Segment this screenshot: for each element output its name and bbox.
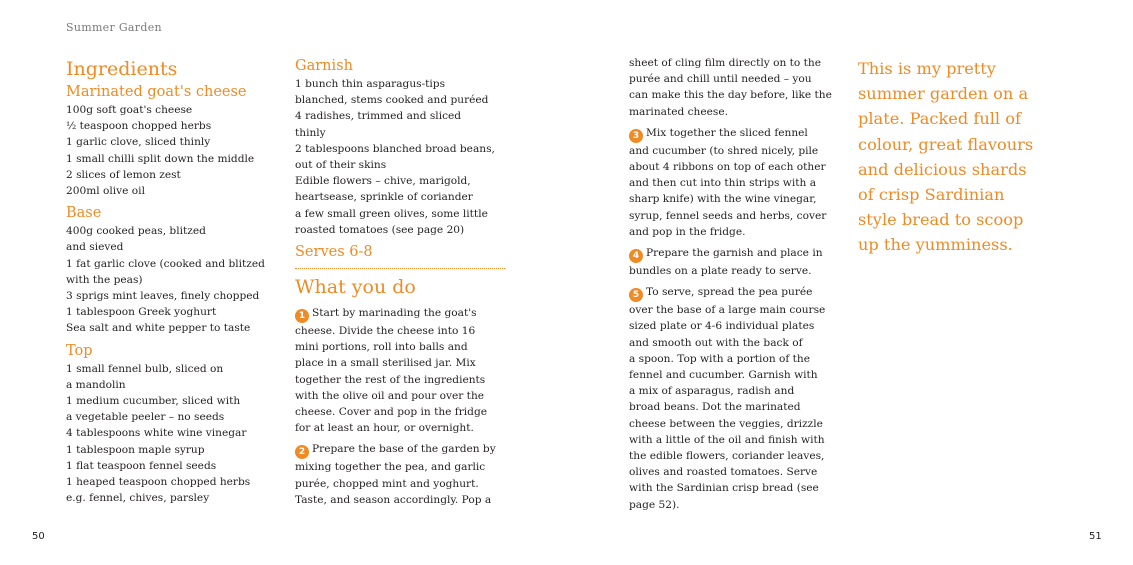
- step-text: broad beans. Dot the marinated: [629, 401, 801, 414]
- text-line: thinly: [295, 126, 326, 139]
- step-text: Prepare the base of the garden by: [312, 443, 496, 456]
- text-line: [629, 191, 841, 207]
- text-line: [629, 284, 841, 302]
- text-line: [629, 143, 841, 159]
- text-line: 4 tablespoons white wine vinegar: [66, 427, 247, 440]
- step-text: syrup, fennel seeds and herbs, cover: [629, 209, 827, 222]
- text-line: heartsease, sprinkle of coriander: [295, 191, 473, 204]
- step-number-badge: 4: [629, 249, 643, 263]
- text-line: with the peas): [66, 273, 143, 286]
- text-line: 400g cooked peas, blitzed: [66, 225, 206, 238]
- text-line: roasted tomatoes (see page 20): [295, 223, 465, 236]
- text-line: [629, 302, 841, 318]
- ingredient-list-marinated: [66, 102, 286, 199]
- section-heading-base: Base: [66, 205, 102, 222]
- step-text: and cucumber (to shred nicely, pile: [629, 144, 819, 157]
- method-step-5: [629, 284, 841, 513]
- method-step-3: [629, 125, 841, 240]
- page-number-right: 51: [1089, 531, 1102, 542]
- section-heading-top: Top: [66, 342, 93, 359]
- text-line: 1 bunch thin asparagus-tips: [295, 78, 446, 90]
- step-text: cheese. Divide the cheese into 16: [295, 325, 476, 338]
- text-line: [295, 372, 507, 388]
- text-line: a vegetable peeler – no seeds: [66, 411, 225, 424]
- text-line: Edible flowers – chive, marigold,: [295, 175, 471, 188]
- text-line: 1 garlic clove, sliced thinly: [66, 136, 211, 149]
- text-line: a mandolin: [66, 378, 126, 391]
- text-line: 1 tablespoon Greek yoghurt: [66, 306, 217, 319]
- method-step-4: [629, 245, 841, 279]
- text-line: [629, 318, 841, 334]
- text-line: [295, 404, 507, 420]
- step-text: about 4 ribbons on top of each other: [629, 161, 826, 174]
- step-number-badge: 2: [295, 445, 309, 459]
- step-text: with the olive oil and pour over the: [295, 389, 485, 402]
- text-line: [629, 383, 841, 399]
- text-line: of crisp Sardinian: [858, 185, 1005, 205]
- text-line: [629, 335, 841, 351]
- text-line: can make this the day before, like the: [629, 89, 832, 102]
- text-line: [629, 448, 841, 464]
- step-text: and then cut into thin strips with a: [629, 177, 817, 190]
- text-line: and delicious shards: [858, 159, 1027, 179]
- step-text: cheese between the veggies, drizzle: [629, 417, 823, 430]
- text-line: [629, 351, 841, 367]
- step-text: place in a small sterilised jar. Mix: [295, 357, 476, 370]
- text-line: 1 small fennel bulb, sliced on: [66, 362, 224, 375]
- text-line: 3 sprigs mint leaves, finely chopped: [66, 290, 260, 303]
- text-line: [295, 355, 507, 371]
- text-line: [629, 175, 841, 191]
- text-line: blanched, stems cooked and puréed: [295, 94, 489, 107]
- text-line: [629, 208, 841, 224]
- text-line: [629, 125, 841, 143]
- text-line: purée and chill until needed – you: [629, 73, 812, 86]
- text-line: [295, 339, 507, 355]
- text-line: [629, 416, 841, 432]
- text-line: ½ teaspoon chopped herbs: [66, 120, 212, 133]
- text-line: 1 fat garlic clove (cooked and blitzed: [66, 257, 265, 270]
- step-text: with the Sardinian crisp bread (see: [629, 482, 819, 495]
- text-line: up the yumminess.: [858, 235, 1013, 255]
- step-text: purée, chopped mint and yoghurt.: [295, 477, 479, 490]
- text-line: colour, great flavours: [858, 134, 1034, 154]
- serves-label: Serves 6-8: [295, 243, 505, 269]
- text-line: and sieved: [66, 241, 124, 254]
- step-number-badge: 3: [629, 129, 643, 143]
- text-line: a few small green olives, some little: [295, 207, 488, 220]
- step-text: Prepare the garnish and place in: [646, 247, 823, 260]
- text-line: [295, 441, 507, 459]
- method-title: What you do: [295, 276, 416, 299]
- step-text: Taste, and season accordingly. Pop a: [295, 493, 492, 506]
- ingredients-title: Ingredients: [66, 58, 178, 80]
- method-step-2-continued: [629, 55, 841, 120]
- text-line: [629, 399, 841, 415]
- step-text: and pop in the fridge.: [629, 225, 746, 238]
- text-line: [629, 497, 841, 513]
- step-text: To serve, spread the pea purée: [646, 286, 813, 299]
- text-line: [629, 464, 841, 480]
- text-line: [295, 323, 507, 339]
- text-line: [295, 388, 507, 404]
- ingredient-list-top: [66, 361, 286, 507]
- text-line: [629, 245, 841, 263]
- text-line: 4 radishes, trimmed and sliced: [295, 110, 462, 123]
- text-line: 1 flat teaspoon fennel seeds: [66, 459, 217, 472]
- text-line: [295, 459, 507, 475]
- step-text: with a little of the oil and finish with: [629, 433, 825, 446]
- text-line: [629, 367, 841, 383]
- step-text: Mix together the sliced fennel: [646, 126, 808, 139]
- step-text: sharp knife) with the wine vinegar,: [629, 193, 817, 206]
- text-line: Sea salt and white pepper to taste: [66, 322, 251, 335]
- text-line: 1 small chilli split down the middle: [66, 152, 255, 165]
- ingredient-list-base: [66, 223, 286, 336]
- step-text: over the base of a large main course: [629, 304, 826, 317]
- text-line: marinated cheese.: [629, 105, 728, 118]
- method-continued-column: [629, 55, 841, 513]
- step-text: mixing together the pea, and garlic: [295, 461, 486, 474]
- step-text: bundles on a plate ready to serve.: [629, 265, 812, 278]
- step-text: sized plate or 4-6 individual plates: [629, 320, 815, 333]
- text-line: out of their skins: [295, 159, 387, 172]
- ingredients-column: [66, 57, 286, 506]
- text-line: summer garden on a: [858, 84, 1029, 104]
- text-line: [295, 492, 507, 508]
- page-number-left: 50: [32, 531, 45, 542]
- text-line: 2 slices of lemon zest: [66, 168, 181, 181]
- text-line: 1 heaped teaspoon chopped herbs: [66, 476, 251, 489]
- step-number-badge: 1: [295, 309, 309, 323]
- text-line: [295, 420, 507, 436]
- step-text: and smooth out with the back of: [629, 336, 803, 349]
- text-line: e.g. fennel, chives, parsley: [66, 492, 210, 505]
- text-line: sheet of cling film directly on to the: [629, 57, 821, 69]
- text-line: [629, 263, 841, 279]
- method-step-1: [295, 305, 507, 436]
- text-line: [295, 476, 507, 492]
- text-line: 100g soft goat's cheese: [66, 104, 193, 116]
- step-text: the edible flowers, coriander leaves,: [629, 450, 825, 463]
- text-line: 200ml olive oil: [66, 185, 145, 198]
- step-text: cheese. Cover and pop in the fridge: [295, 406, 488, 419]
- step-text: a mix of asparagus, radish and: [629, 385, 795, 398]
- step-text: a spoon. Top with a portion of the: [629, 352, 811, 365]
- ingredient-list-garnish: [295, 76, 507, 238]
- step-text: page 52).: [629, 498, 680, 511]
- step-text: olives and roasted tomatoes. Serve: [629, 466, 818, 479]
- intro-text: [858, 56, 1068, 258]
- text-line: plate. Packed full of: [858, 109, 1021, 129]
- step-text: fennel and cucumber. Garnish with: [629, 369, 818, 382]
- step-text: Start by marinading the goat's: [312, 307, 477, 320]
- step-number-badge: 5: [629, 288, 643, 302]
- section-heading-garnish: Garnish: [295, 58, 353, 74]
- text-line: [629, 224, 841, 240]
- text-line: [629, 480, 841, 496]
- text-line: 1 medium cucumber, sliced with: [66, 395, 241, 408]
- step-text: for at least an hour, or overnight.: [295, 422, 474, 435]
- section-heading-marinated: Marinated goat's cheese: [66, 84, 247, 100]
- text-line: This is my pretty: [858, 59, 996, 78]
- text-line: style bread to scoop: [858, 210, 1024, 230]
- step-text: mini portions, roll into balls and: [295, 341, 468, 354]
- method-step-2: [295, 441, 507, 508]
- text-line: 2 tablespoons blanched broad beans,: [295, 142, 495, 155]
- text-line: 1 tablespoon maple syrup: [66, 443, 205, 456]
- text-line: [295, 305, 507, 323]
- running-head: Summer Garden: [66, 21, 162, 34]
- text-line: [629, 432, 841, 448]
- text-line: [629, 159, 841, 175]
- garnish-method-column: [295, 57, 507, 508]
- step-text: together the rest of the ingredients: [295, 373, 486, 386]
